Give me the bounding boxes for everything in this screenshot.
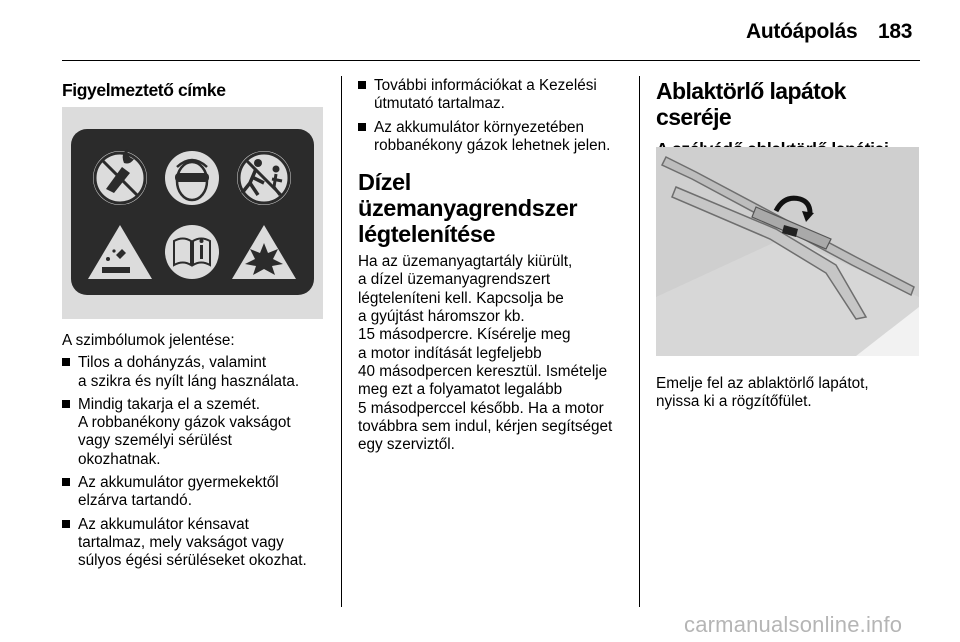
wiper-caption xyxy=(656,375,926,412)
column-1-body xyxy=(62,332,337,571)
body-line: meg ezt a folyamatot legalább xyxy=(358,381,563,399)
list-item-line: Az akkumulátor környezetében xyxy=(374,118,585,136)
list-item-line: a szikra és nyílt láng használata. xyxy=(78,372,300,390)
body-line: 5 másodperccel később. Ha a motor xyxy=(358,399,604,417)
list-item-line: Mindig takarja el a szemét. xyxy=(78,395,260,413)
column-2 xyxy=(358,77,633,454)
read-manual-icon xyxy=(165,225,219,279)
list-item-line: További információkat a Kezelési xyxy=(374,77,597,94)
page-number: 183 xyxy=(878,20,913,43)
column-divider-1 xyxy=(341,76,342,607)
bullet-icon xyxy=(62,358,70,366)
list-item-line: tartalmaz, mely vakságot vagy xyxy=(78,533,284,551)
list-item-line: Az akkumulátor gyermekektől xyxy=(78,474,279,492)
warning-label-illustration xyxy=(62,107,323,319)
bullet-icon xyxy=(358,81,366,89)
list-item-line: vagy személyi sérülést xyxy=(78,432,232,450)
body-line: egy szerviztől. xyxy=(358,436,455,454)
heading-line: légtelenítése xyxy=(358,221,496,248)
symbols-intro: A szimbólumok jelentése: xyxy=(62,332,235,349)
list-item xyxy=(62,516,337,571)
body-line: Ha az üzemanyagtartály kiürült, xyxy=(358,253,573,271)
bullet-icon xyxy=(62,520,70,528)
list-item-line: súlyos égési sérüléseket okozhat. xyxy=(78,552,307,570)
body-line: 15 másodpercre. Kísérelje meg xyxy=(358,326,571,344)
page-header-title: Autóápolás xyxy=(746,20,858,43)
list-item-line: útmutató tartalmaz. xyxy=(374,95,505,113)
list-item-line: elzárva tartandó. xyxy=(78,492,192,510)
list-item-line: robbanékony gázok lehetnek jelen. xyxy=(374,136,611,154)
diesel-body-text xyxy=(358,253,633,454)
header-rule xyxy=(62,60,920,61)
caption-line: nyissa ki a rögzítőfület. xyxy=(656,393,812,411)
list-item-line: Az akkumulátor kénsavat xyxy=(78,515,249,533)
eye-protection-icon xyxy=(165,151,219,205)
heading-line: Dízel üzemanyagrendszer xyxy=(358,169,578,222)
column-divider-2 xyxy=(639,76,640,607)
caption-line: Emelje fel az ablaktörlő lapátot, xyxy=(656,375,869,392)
list-item-line: A robbanékony gázok vakságot xyxy=(78,414,291,432)
bullet-icon xyxy=(62,478,70,486)
list-item xyxy=(358,77,633,114)
body-line: légteleníteni kell. Kapcsolja be xyxy=(358,289,564,307)
wiper-illustration xyxy=(656,147,919,356)
list-item xyxy=(358,119,633,156)
list-item xyxy=(62,354,337,391)
body-line: 40 másodpercen keresztül. Ismételje xyxy=(358,362,608,380)
body-line: a motor indítását legfeljebb xyxy=(358,344,542,362)
section-heading-wiper: Ablaktörlő lapátok cseréje xyxy=(656,78,846,130)
section-heading-warning-label: Figyelmeztető címke xyxy=(62,80,226,100)
bullet-icon xyxy=(358,123,366,131)
list-item-line: Tilos a dohányzás, valamint xyxy=(78,354,267,372)
list-item xyxy=(62,396,337,469)
body-line: a gyújtást háromszor kb. xyxy=(358,308,525,326)
list-item-line: okozhatnak. xyxy=(78,450,161,468)
column-1 xyxy=(62,70,332,99)
wiper-figure xyxy=(656,147,919,356)
keep-children-away-icon xyxy=(237,151,291,205)
section-heading-diesel xyxy=(358,169,633,247)
watermark: carmanualsonline.info xyxy=(684,612,903,637)
body-line: a dízel üzemanyagrendszert xyxy=(358,271,551,289)
warning-label-figure xyxy=(62,107,323,319)
bullet-icon xyxy=(62,400,70,408)
body-line: továbbra sem indul, kérjen segítséget xyxy=(358,417,613,435)
list-item xyxy=(62,474,337,511)
